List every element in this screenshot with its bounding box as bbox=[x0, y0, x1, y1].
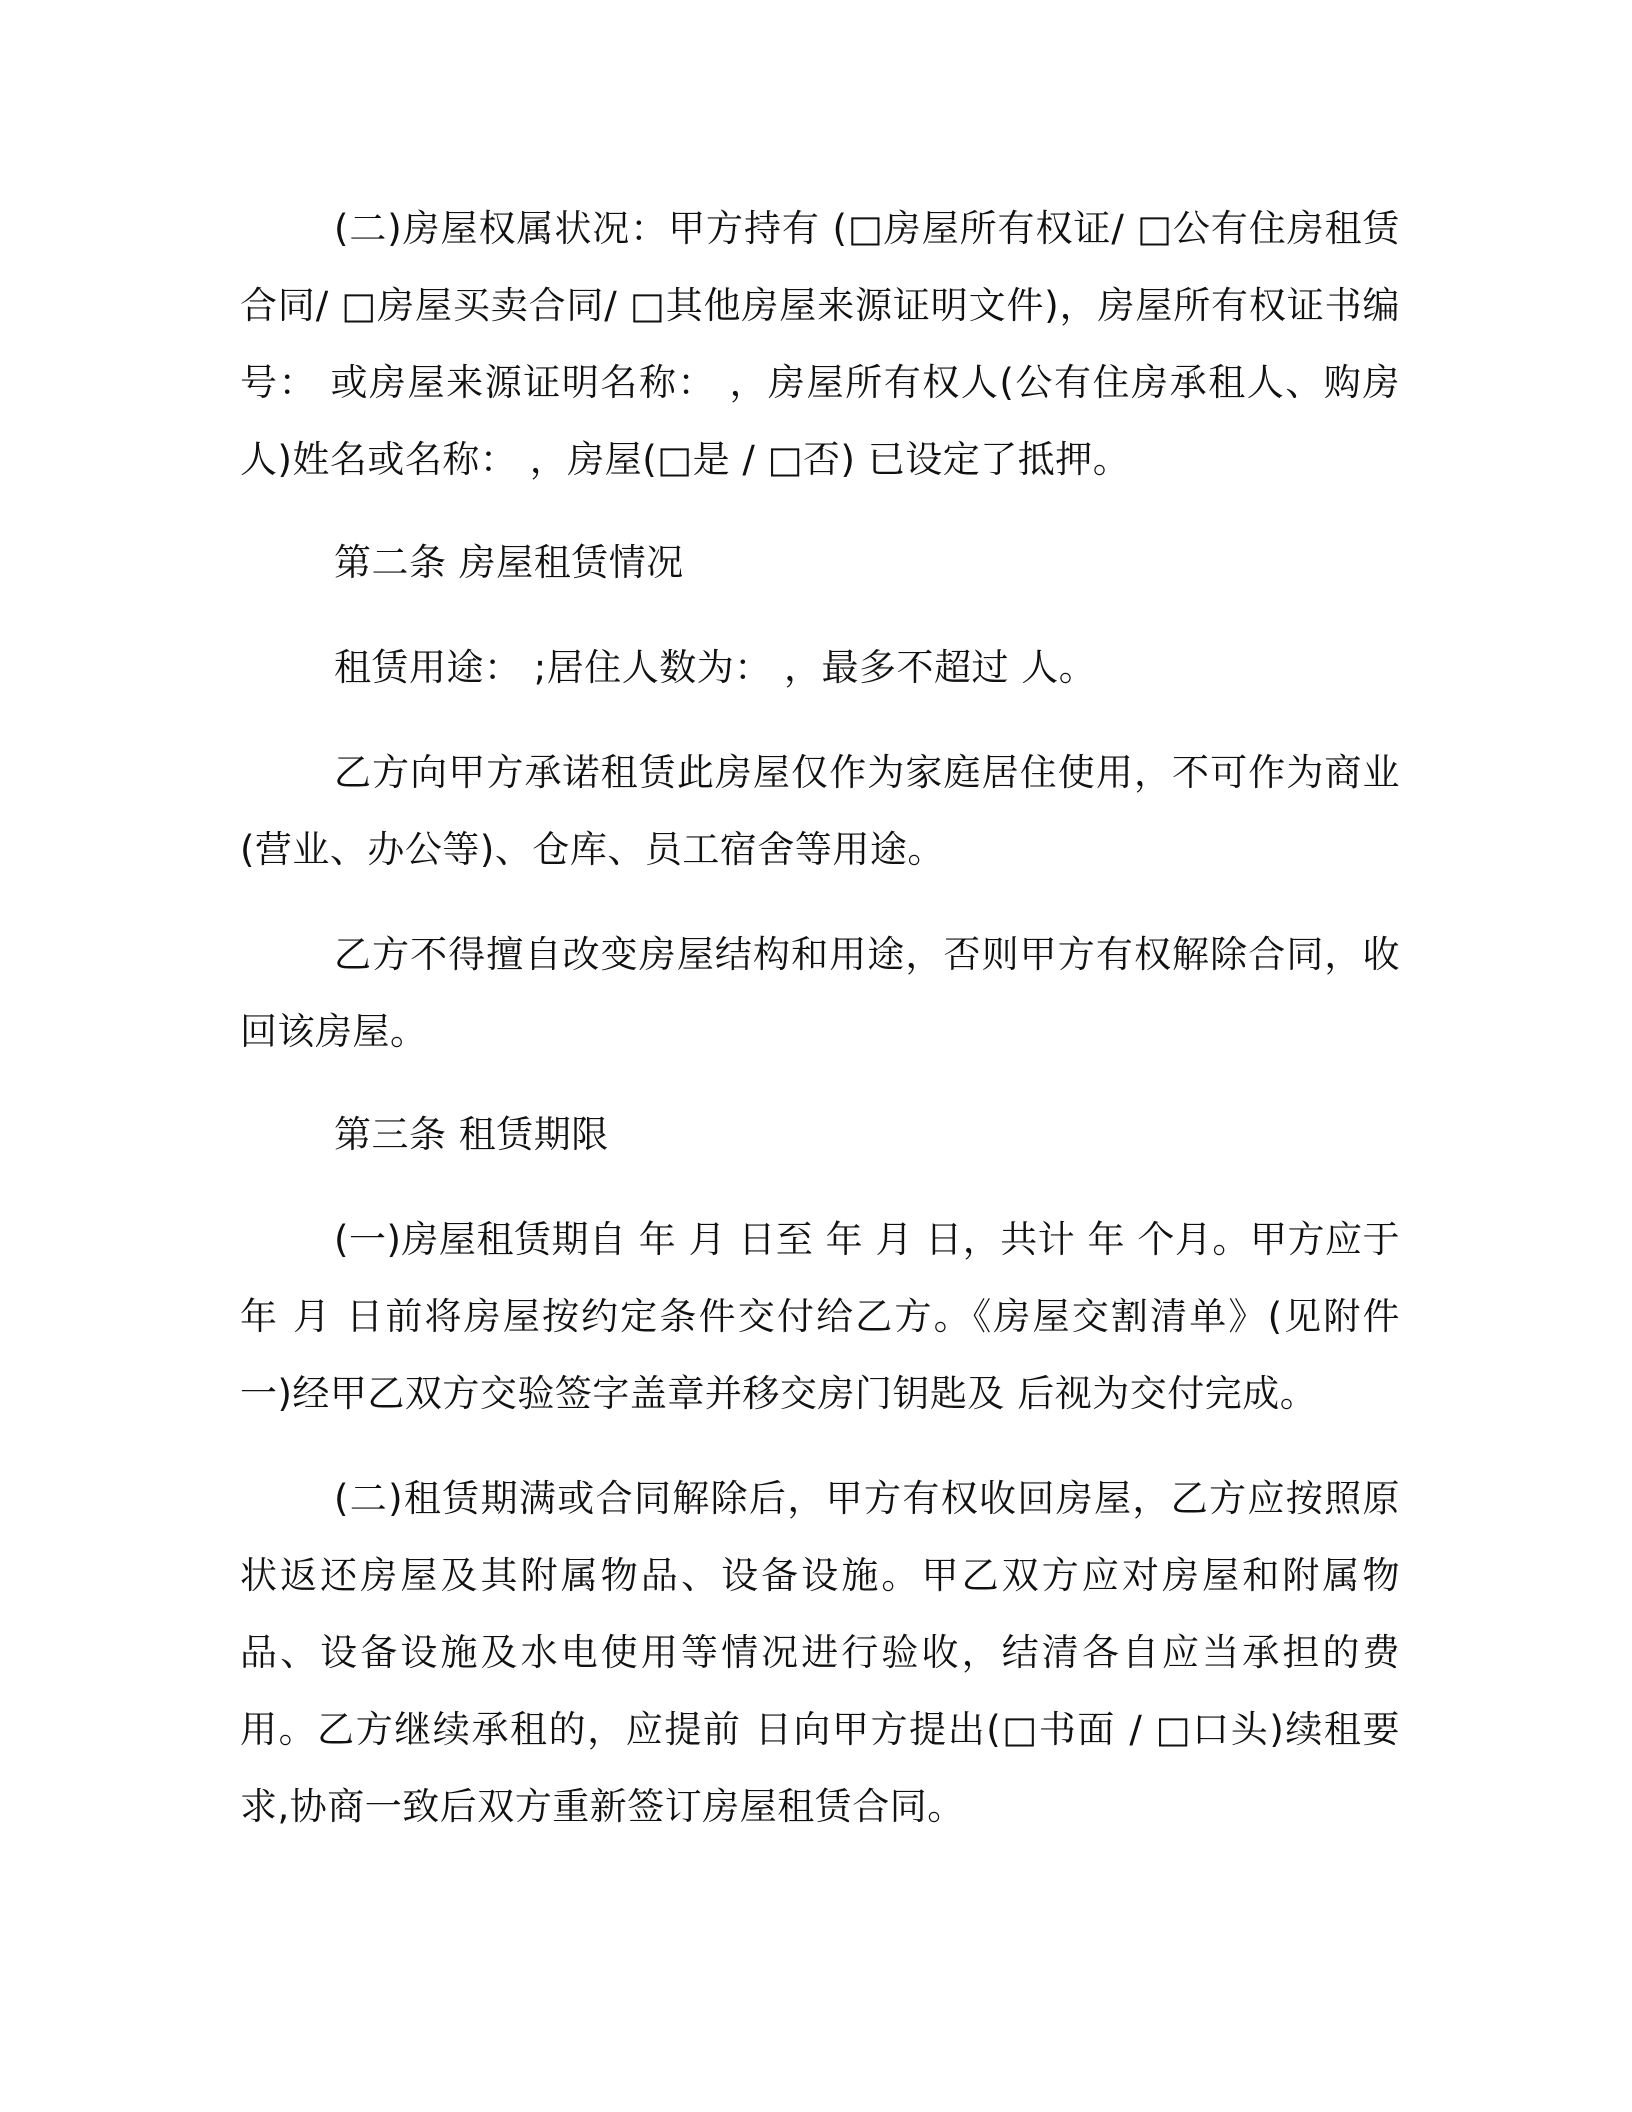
paragraph-ownership-status: (二)房屋权属状况：甲方持有 (□房屋所有权证/ □公有住房租赁合同/ □房屋买卖合同/ □其他房屋来源证明文件)，房屋所有权证书编号： 或房屋来源证明名称： ，房屋所有权人(公有住房承租人、购房人)姓名或名称： ，房屋(□是 / □否) 已设定了抵押。 bbox=[240, 207, 1400, 481]
paragraph-lease-term: (一)房屋租赁期自 年 月 日至 年 月 日，共计 年 个月。甲方应于 年 月 日前将房屋按约定条件交付给乙方。《房屋交割清单》(见附件一)经甲乙双方交验签字盖章并移交房门钥匙及 后视为交付完成。 bbox=[240, 1218, 1400, 1415]
paragraph-no-structural-change: 乙方不得擅自改变房屋结构和用途，否则甲方有权解除合同，收回该房屋。 bbox=[240, 933, 1400, 1053]
article-3-heading: 第三条 租赁期限 bbox=[334, 1113, 609, 1156]
paragraph-residential-use-commitment: 乙方向甲方承诺租赁此房屋仅作为家庭居住使用，不可作为商业(营业、办公等)、仓库、员工宿舍等用途。 bbox=[240, 751, 1400, 871]
document-page bbox=[240, 190, 1400, 1845]
article-2-heading: 第二条 房屋租赁情况 bbox=[334, 541, 684, 584]
paragraph-lease-expiry: (二)租赁期满或合同解除后，甲方有权收回房屋，乙方应按照原状返还房屋及其附属物品、设备设施。甲乙双方应对房屋和附属物品、设备设施及水电使用等情况进行验收，结清各自应当承担的费用。乙方继续承租的，应提前 日向甲方提出(□书面 / □口头)续租要求,协商一致后双方重新签订房屋租赁合同。 bbox=[240, 1477, 1400, 1828]
paragraph-lease-purpose: 租赁用途： ;居住人数为： ，最多不超过 人。 bbox=[334, 646, 1097, 689]
